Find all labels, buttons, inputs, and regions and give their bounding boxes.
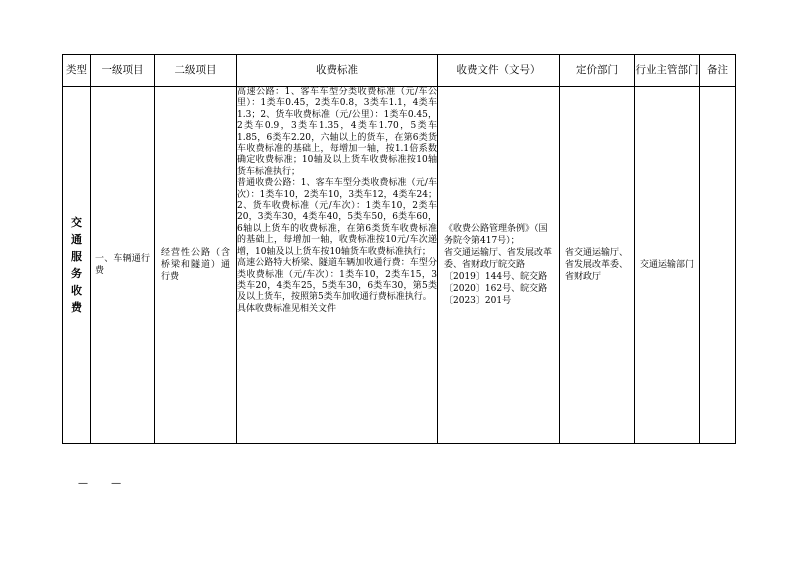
- header-pricing-dept: 定价部门: [560, 55, 635, 87]
- header-docs: 收费文件（文号）: [438, 55, 560, 87]
- industry-dept-text: 交通运输部门: [640, 260, 695, 270]
- header-industry-dept: 行业主管部门: [635, 55, 700, 87]
- header-level1: 一级项目: [91, 55, 155, 87]
- level1-text: 一、车辆通行费: [95, 254, 150, 276]
- header-standard: 收费标准: [237, 55, 438, 87]
- industry-dept-cell: [635, 87, 700, 444]
- level2-text: 经营性公路（含桥梁和隧道）通行费: [161, 248, 230, 282]
- header-level2: 二级项目: [155, 55, 237, 87]
- type-text: 交通服务收费: [71, 216, 82, 314]
- header-remarks: 备注: [700, 55, 736, 87]
- standard-cell: 高速公路：1、客车车型分类收费标准（元/车公里）：1类车0.45，2类车0.8，3类车1.1，4类车1.3；2、货车收费标准（元/公里）：1类车0.45，2类车0.9，3类车1.35，4类车1.70，5类车1.85，6类车2.20，六轴以上的货车，在第6类货车收费标准的基础上，每增加一轴，按1.1倍系数确定收费标准；10轴及以上货车收费标准按10轴货车标准执行； 普通收费公路：1、客车车型分类收费标准（元/车次）：1类车10，2类车10，3类车12，4类车24；2、货车收费标准（元/车次）：1类车10，2类车20，3类车30，4类车40，5类车50，6类车60，6轴以上货车的收费标准，在第6类货车收费标准的基础上，每增加一轴，收费标准按10元/车次递增，10轴及以上货车按10轴货车收费标准执行； 高速公路特大桥梁、隧道车辆加收通行费：车型分类收费标准（元/车次）：1类车10，2类车15，3类车20，4类车25，5类车30，6类车30，第5类及以上货车，按照第5类车加收通行费标准执行。 具体收费标准见相关文件: [237, 87, 438, 444]
- fee-table: [62, 54, 736, 444]
- header-type: 类型: [63, 55, 91, 87]
- page-number-footer: — —: [78, 478, 123, 489]
- remarks-cell: [700, 87, 736, 444]
- docs-text: 《收费公路管理条例》（国务院令第417号）； 省交通运输厅、省发展改革委、省财政厅皖交路〔2019〕144号、皖交路〔2020〕162号、皖交路〔2023〕201号: [444, 224, 553, 306]
- docs-cell: [438, 87, 560, 444]
- table-row: [63, 87, 736, 444]
- level2-cell: [155, 87, 237, 444]
- pricing-dept-cell: [560, 87, 635, 444]
- level1-cell: [91, 87, 155, 444]
- pricing-dept-text: 省交通运输厅、省发展改革委、省财政厅: [565, 248, 629, 282]
- header-row: [63, 55, 736, 87]
- type-cell: [63, 87, 91, 444]
